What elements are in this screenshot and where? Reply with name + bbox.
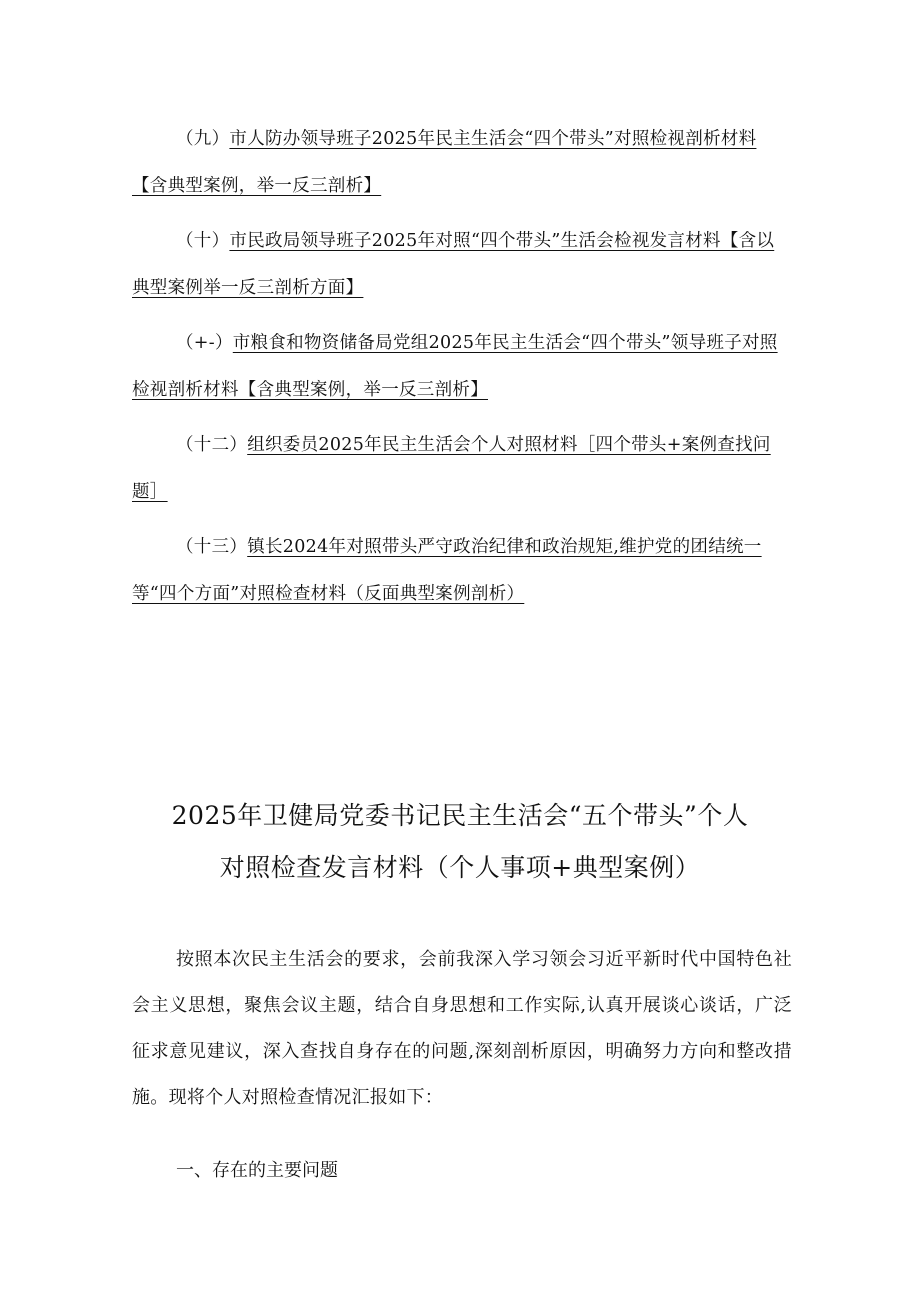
toc-entry-13[interactable] — [132, 524, 792, 618]
table-of-contents — [132, 116, 792, 626]
document-title-line-1: 2025年卫健局党委书记民主生活会“五个带头”个人 — [171, 801, 749, 830]
toc-entry-link[interactable]: 市民政局领导班子2025年对照“四个带头”生活会检视发言材料【含以典型案例举一反三剖析方面】 — [132, 231, 775, 298]
toc-entry-12[interactable] — [132, 422, 792, 516]
toc-entry-number: （+-） — [176, 333, 233, 353]
toc-entry-11[interactable] — [132, 320, 792, 414]
toc-entry-number: （十） — [176, 231, 230, 251]
document-title-line-2: 对照检查发言材料（个人事项+典型案例） — [219, 853, 701, 882]
toc-entry-9[interactable] — [132, 116, 792, 210]
toc-entry-10[interactable] — [132, 218, 792, 312]
section-heading-problems: 一、存在的主要问题 — [176, 1160, 338, 1181]
toc-entry-link[interactable]: 市粮食和物资储备局党组2025年民主生活会“四个带头”领导班子对照检视剖析材料【含典型案例，举一反三剖析】 — [132, 333, 778, 400]
toc-entry-number: （十二） — [176, 435, 248, 455]
document-title — [120, 790, 800, 894]
toc-entry-link[interactable]: 市人防办领导班子2025年民主生活会“四个带头”对照检视剖析材料【含典型案例，举一反三剖析】 — [132, 129, 757, 196]
intro-paragraph: 按照本次民主生活会的要求，会前我深入学习领会习近平新时代中国特色社会主义思想，聚焦会议主题，结合自身思想和工作实际,认真开展谈心谈话，广泛征求意见建议，深入查找自身存在的问题,深刻剖析原因，明确努力方向和整改措施。现将个人对照检查情况汇报如下： — [132, 949, 792, 1108]
toc-entry-number: （九） — [176, 129, 230, 149]
toc-entry-number: （十三） — [176, 537, 248, 557]
toc-entry-link[interactable]: 镇长2024年对照带头严守政治纪律和政治规矩,维护党的团结统一等“四个方面”对照检查材料（反面典型案例剖析） — [132, 537, 762, 604]
toc-entry-link[interactable]: 组织委员2025年民主生活会个人对照材料［四个带头+案例查找问题］ — [132, 435, 771, 502]
